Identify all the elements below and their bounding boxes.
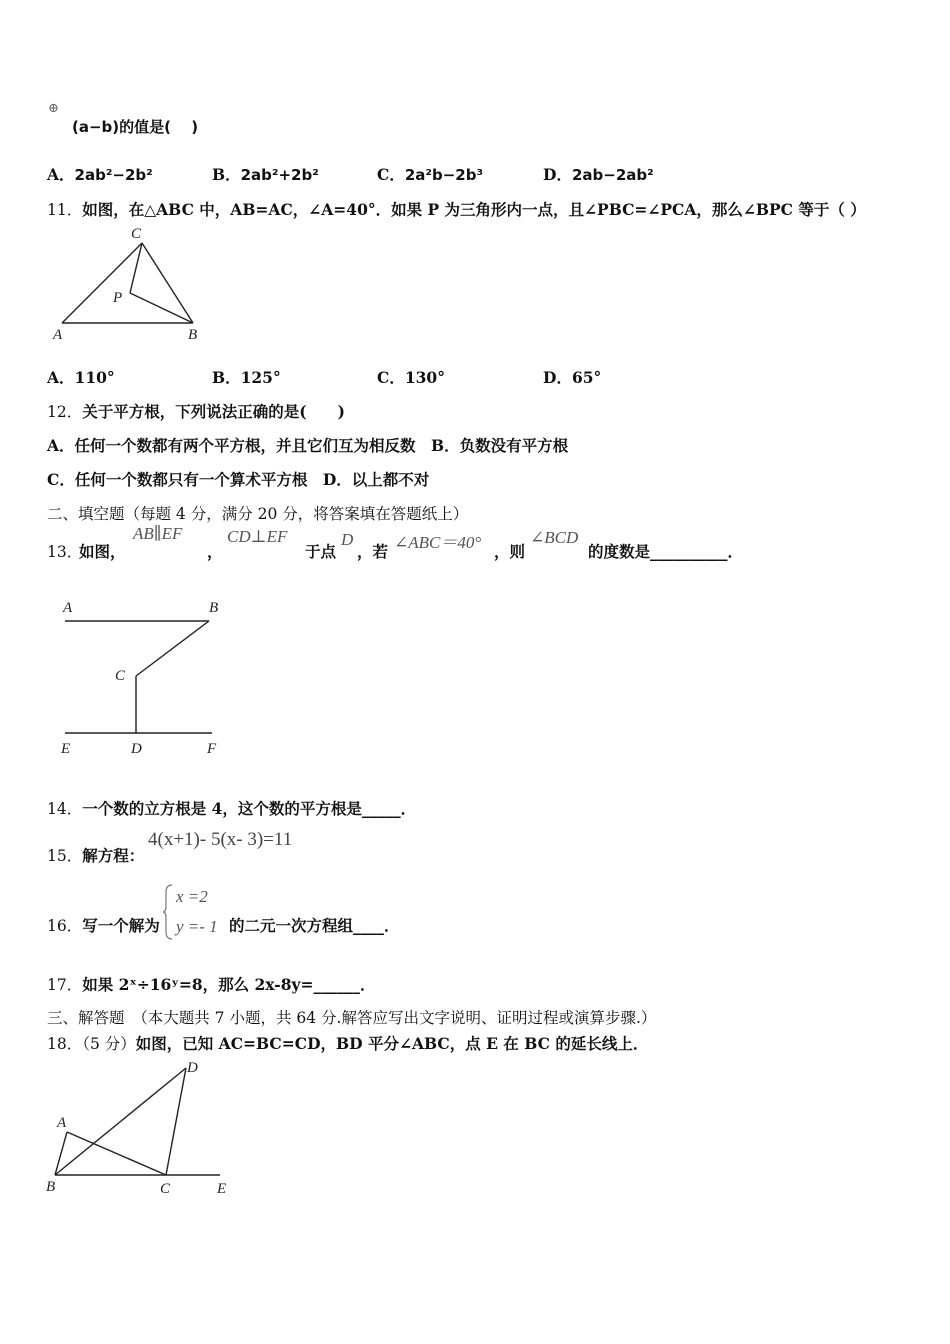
q15-line: [47, 844, 144, 866]
segment-bd: [55, 1068, 186, 1175]
q13-math-ab-parallel-ef: AB∥EF: [133, 524, 183, 543]
question-number: 16．: [47, 917, 83, 935]
q11-stem: 如图，在△ABC 中，AB=AC，∠A=40°．如果 P 为三角形内一点，且∠PBC=∠PCA，那么∠BPC 等于（ ）: [82, 200, 866, 219]
q13-parallel-lines-figure: [55, 595, 235, 760]
q12-options-line-2[interactable]: C．任何一个数都只有一个算术平方根 D．以上都不对: [47, 470, 430, 489]
option-text: 2ab²−2b²: [74, 166, 153, 184]
q18-text: 如图，已知 AC=BC=CD，BD 平分∠ABC，点 E 在 BC 的延长线上．: [135, 1034, 649, 1053]
label-c: C: [160, 1181, 171, 1197]
brace-path: [163, 885, 172, 939]
option-text: 130°: [404, 368, 445, 387]
q13-text-4: ，若: [357, 542, 389, 561]
section-2-heading: 二、填空题（每题 4 分，满分 20 分，将答案填在答题纸上）: [47, 505, 469, 523]
option-letter: C．: [377, 368, 405, 387]
q12-stem: 关于平方根，下列说法正确的是( ): [82, 402, 345, 421]
q13-text-2: ，: [207, 542, 223, 561]
q11-option-a[interactable]: [47, 366, 115, 388]
option-text: 110°: [74, 368, 115, 387]
q13-text-1: 如图，: [79, 542, 126, 561]
label-b: B: [209, 600, 219, 616]
question-number: 18．: [47, 1035, 83, 1053]
q18-score: （5 分）: [82, 1035, 136, 1053]
q12-stem-line: [47, 400, 345, 422]
segment-cd: [166, 1068, 186, 1175]
q16-equation-1: x =2: [176, 887, 208, 906]
q11-option-c[interactable]: [377, 366, 445, 388]
option-letter: B．: [212, 368, 241, 387]
q15-text: 解方程：: [82, 846, 145, 865]
q14-line: [47, 797, 416, 819]
plus-circle-icon: ⊕: [48, 101, 59, 116]
q16-pre: 写一个解为: [82, 916, 160, 935]
q13-stem-line: [47, 540, 82, 562]
label-e: E: [217, 1181, 227, 1197]
question-number: 14．: [47, 800, 83, 818]
q10-stem: (a−b)的值是( ): [72, 118, 199, 136]
q10-option-c[interactable]: [377, 163, 483, 185]
q13-math-angle-abc: ∠ABC＝40°: [394, 533, 482, 552]
segment-ac: [62, 243, 142, 323]
q10-option-b[interactable]: [212, 163, 319, 185]
option-text: 125°: [240, 368, 281, 387]
q12-options-line-1[interactable]: A．任何一个数都有两个平方根，并且它们互为相反数 B．负数没有平方根: [47, 436, 569, 455]
q11-option-b[interactable]: [212, 366, 281, 388]
q10-option-d[interactable]: [543, 163, 654, 185]
option-text: 2a²b−2b³: [404, 166, 484, 184]
q11-option-d[interactable]: [543, 366, 601, 388]
q16-line: [47, 914, 160, 936]
section-3-heading: 三、解答题 （本大题共 7 小题，共 64 分.解答应写出文字说明、证明过程或演算步骤.）: [47, 1009, 657, 1027]
q18-figure: [40, 1055, 240, 1200]
label-a: A: [63, 600, 73, 616]
label-c: C: [131, 226, 142, 242]
question-number: 15．: [47, 847, 83, 865]
q15-equation: 4(x+1)- 5(x- 3)=11: [148, 829, 293, 850]
q16-post: 的二元一次方程组____．: [229, 916, 400, 935]
segment-pc: [130, 243, 142, 293]
label-f: F: [207, 741, 217, 757]
label-d: D: [131, 741, 142, 757]
label-e: E: [61, 741, 71, 757]
question-number: 13．: [47, 543, 83, 561]
option-letter: D．: [543, 368, 572, 387]
label-c: C: [115, 668, 126, 684]
label-a: A: [57, 1115, 67, 1131]
option-text: 2ab−2ab²: [571, 166, 654, 184]
label-p: P: [113, 290, 123, 306]
q13-text-3: 于点: [305, 542, 337, 561]
q13-text-5: ，则: [494, 542, 526, 561]
q10-option-a[interactable]: [47, 163, 153, 185]
label-a: A: [53, 327, 63, 343]
option-text: 2ab²+2b²: [240, 166, 319, 184]
q13-math-cd-perp-ef: CD⊥EF: [227, 527, 288, 546]
q13-text-6: 的度数是__________．: [588, 542, 744, 561]
option-letter: D．: [543, 165, 572, 184]
label-d: D: [187, 1060, 198, 1076]
q11-stem-line: [47, 198, 866, 220]
label-b: B: [188, 327, 198, 343]
option-text: 65°: [571, 368, 602, 387]
question-number: 17．: [47, 976, 83, 994]
q18-line: [47, 1032, 648, 1054]
segment-bc: [136, 621, 209, 676]
q17-text: 如果 2ˣ÷16ʸ=8，那么 2x-8y=______．: [82, 975, 376, 994]
q16-equation-2: y =- 1: [176, 917, 218, 936]
option-letter: B．: [212, 165, 241, 184]
label-b: B: [46, 1179, 56, 1195]
option-letter: A．: [47, 165, 75, 184]
q13-math-angle-bcd: ∠BCD: [530, 528, 579, 547]
option-letter: C．: [377, 165, 405, 184]
question-number: 11．: [47, 201, 83, 219]
system-brace: [163, 884, 173, 963]
option-letter: A．: [47, 368, 75, 387]
q11-triangle-figure: [50, 225, 210, 345]
q17-line: [47, 973, 376, 995]
question-number: 12．: [47, 403, 83, 421]
segment-ba: [55, 1132, 67, 1175]
q14-text: 一个数的立方根是 4，这个数的平方根是_____．: [82, 799, 417, 818]
q13-math-d: D: [341, 530, 354, 549]
